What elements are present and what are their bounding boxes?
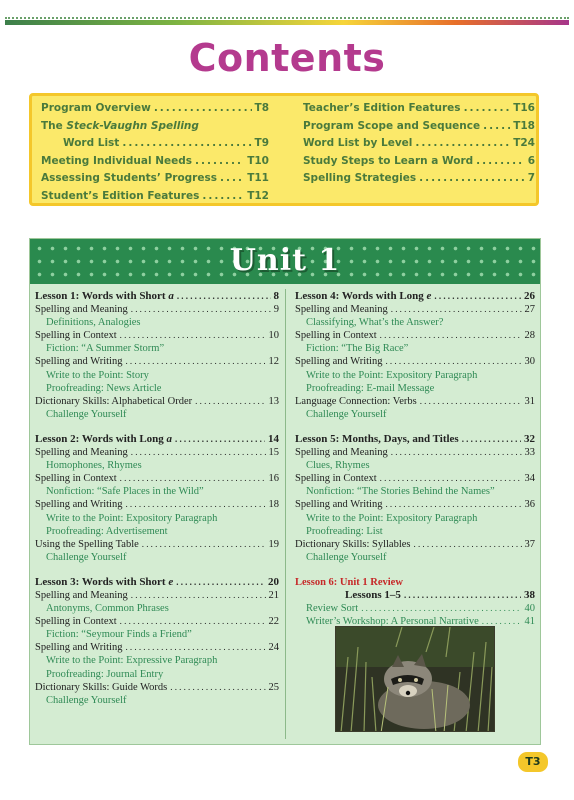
toc-entry[interactable]	[41, 155, 269, 173]
lesson-section-label: Spelling and Meaning	[295, 447, 388, 459]
toc-entry[interactable]	[41, 120, 269, 138]
raccoon-photo	[335, 626, 495, 732]
dot-leader	[122, 137, 251, 149]
dot-leader	[462, 433, 521, 446]
lesson-heading-label	[35, 433, 172, 446]
dot-leader	[131, 446, 266, 459]
lesson-heading-label	[295, 290, 431, 303]
lesson-heading-letter: e	[168, 575, 174, 588]
lesson-heading	[35, 576, 279, 589]
toc-entry-label: Word List by Level	[303, 137, 413, 149]
top-dotted-rule	[5, 17, 569, 19]
lesson-heading	[35, 433, 279, 446]
lesson-heading-label	[35, 290, 174, 303]
lesson-heading-text: Lesson 3: Words with Short	[35, 575, 169, 588]
lesson-section-page: 13	[268, 395, 279, 407]
lesson-section-page: 37	[524, 538, 535, 550]
lesson-section-label: Spelling and Writing	[35, 499, 123, 511]
lesson-section-label: Spelling and Writing	[35, 356, 123, 368]
lesson-subtopic: Proofreading: News Article	[46, 382, 162, 394]
lesson-section-page: 15	[268, 447, 279, 459]
lesson-section-page: 28	[524, 330, 535, 342]
lesson-heading-label	[35, 576, 173, 589]
dot-leader	[120, 329, 266, 342]
dot-leader	[120, 472, 266, 485]
lesson-heading	[35, 290, 279, 303]
dot-leader	[380, 472, 522, 485]
lesson-section-page: 27	[524, 304, 535, 316]
toc-entry-label: Teacher’s Edition Features	[303, 102, 461, 114]
dot-leader	[175, 433, 265, 446]
lesson-section-page: 21	[268, 589, 279, 601]
lesson-section-page: 36	[524, 499, 535, 511]
dot-leader	[131, 303, 271, 316]
lesson-section	[295, 538, 535, 551]
unit-title: Unit 1	[229, 243, 341, 278]
lesson-section	[35, 472, 279, 485]
dot-leader	[483, 120, 510, 132]
lesson-section	[35, 615, 279, 628]
toc-entry-page: T18	[513, 119, 535, 132]
dot-leader	[131, 589, 266, 602]
lesson-section	[35, 641, 279, 654]
lesson-heading-letter: e	[426, 290, 432, 302]
lesson-subtopic: Proofreading: Advertisement	[46, 525, 168, 537]
lesson-section	[295, 395, 535, 408]
lesson-section	[35, 498, 279, 511]
dot-leader	[170, 681, 265, 694]
lesson-heading-label	[295, 433, 459, 446]
lesson-section	[35, 681, 279, 694]
lesson-page: 8	[273, 290, 279, 302]
lesson-page: 26	[524, 290, 535, 302]
lesson-section-label: Spelling in Context	[35, 473, 117, 485]
lesson-subtopic: Challenge Yourself	[46, 408, 127, 420]
lesson-page: 32	[524, 432, 535, 445]
toc-entry[interactable]	[41, 137, 269, 155]
lesson-subtopic: Write to the Point: Expressive Paragraph	[46, 655, 218, 667]
lesson-section-page: 16	[268, 473, 279, 485]
lesson-heading	[295, 290, 535, 303]
toc-entry-label: Meeting Individual Needs	[41, 154, 193, 167]
dot-leader	[420, 395, 522, 408]
review-lessons-range	[295, 589, 535, 602]
dot-leader	[464, 102, 511, 114]
review-lesson-heading: Lesson 6: Unit 1 Review	[295, 576, 403, 588]
toc-entry-page: T9	[254, 137, 269, 149]
lesson-section-page: 19	[268, 538, 279, 550]
lesson-section-label: Using the Spelling Table	[35, 538, 139, 550]
lesson-section-page: 12	[268, 356, 279, 368]
lesson-subtopic: Fiction: “The Big Race”	[306, 343, 409, 355]
lesson-subtopic: Nonfiction: “Safe Places in the Wild”	[46, 486, 204, 498]
lesson-section-label: Spelling and Meaning	[35, 589, 128, 601]
toc-entry-label: Assessing Students’ Progress	[41, 172, 217, 184]
dot-leader	[195, 395, 265, 408]
lesson-section-page: 34	[524, 473, 535, 485]
toc-entry-label	[41, 120, 199, 132]
lesson-section-page: 30	[524, 356, 535, 368]
review-subtopic-page: 41	[524, 616, 535, 628]
dot-leader	[391, 446, 522, 459]
toc-entry[interactable]	[303, 155, 535, 173]
lesson-section	[35, 355, 279, 368]
lesson-section-label: Spelling and Writing	[35, 642, 123, 654]
dot-leader	[361, 602, 521, 615]
dot-leader	[142, 538, 266, 551]
lesson-section-label: Spelling in Context	[35, 616, 117, 628]
toc-entry-page: T8	[254, 102, 269, 114]
lesson-subtopic: Challenge Yourself	[306, 551, 387, 563]
toc-entry[interactable]	[41, 190, 269, 208]
lesson-subtopic: Nonfiction: “The Stories Behind the Names”	[306, 486, 495, 498]
dot-leader	[125, 355, 265, 368]
dot-leader	[476, 155, 525, 167]
lesson-section	[35, 303, 279, 316]
toc-entry-label: Student’s Edition Features	[41, 189, 200, 202]
toc-entry[interactable]	[41, 172, 269, 190]
lesson-heading-text: Lesson 1: Words with Short	[35, 290, 169, 302]
front-matter-toc	[29, 93, 539, 206]
lesson-section-label: Dictionary Skills: Guide Words	[35, 681, 168, 693]
unit-panel	[29, 238, 541, 745]
toc-entry[interactable]	[41, 102, 269, 120]
lesson-page: 20	[268, 575, 279, 588]
toc-entry-page: T16	[513, 102, 535, 114]
unit-banner	[30, 239, 540, 284]
lesson-subtopic: Write to the Point: Story	[46, 369, 149, 381]
dot-leader	[176, 576, 265, 589]
toc-entry-label: Program Overview	[41, 102, 151, 114]
toc-entry-label: Program Scope and Sequence	[303, 119, 481, 132]
dot-leader	[434, 290, 521, 303]
lesson-section-page: 25	[268, 681, 279, 693]
dot-leader	[415, 137, 510, 149]
review-subtopic-label: Review Sort	[306, 603, 359, 615]
toc-entry-page: T10	[247, 154, 269, 167]
lesson-subtopic: Challenge Yourself	[306, 408, 387, 420]
lesson-heading-text: Lesson 4: Words with Long	[295, 290, 427, 302]
lesson-section	[35, 329, 279, 342]
toc-entry-page: 6	[527, 154, 535, 167]
lesson-subtopic: Clues, Rhymes	[306, 460, 370, 472]
lesson-subtopic: Fiction: “Seymour Finds a Friend”	[46, 629, 192, 641]
toc-right-column	[303, 102, 535, 190]
lesson-heading-text: Lesson 2: Words with Long	[35, 432, 167, 445]
toc-entry-page: 7	[527, 172, 535, 184]
lesson-section	[35, 538, 279, 551]
review-lessons-page: 38	[524, 588, 535, 601]
column-divider	[285, 289, 286, 739]
lesson-subtopic: Proofreading: E-mail Message	[306, 382, 435, 394]
lesson-section	[35, 446, 279, 459]
lesson-section-label: Spelling and Writing	[295, 356, 383, 368]
lesson-section	[295, 446, 535, 459]
lesson-section-label: Dictionary Skills: Alphabetical Order	[35, 395, 193, 407]
review-subtopic-label: Writer’s Workshop: A Personal Narrative	[306, 616, 479, 628]
toc-entry-label-italic: Steck-Vaughn Spelling	[66, 119, 199, 132]
review-subtopic-page: 40	[524, 603, 535, 615]
lesson-subtopic: Antonyms, Common Phrases	[46, 603, 169, 615]
lesson-section	[295, 355, 535, 368]
lesson-subtopic: Proofreading: List	[306, 525, 383, 537]
dot-leader	[380, 329, 522, 342]
lesson-section-label: Spelling in Context	[295, 330, 377, 342]
lesson-section-label: Spelling and Writing	[295, 499, 383, 511]
lesson-subtopic: Fiction: “A Summer Storm”	[46, 343, 165, 355]
toc-entry-label: Word List	[63, 137, 120, 149]
lesson-subtopic: Write to the Point: Expository Paragraph	[306, 369, 478, 381]
toc-entry-label: Spelling Strategies	[303, 172, 417, 184]
unit-left-column	[35, 290, 279, 707]
lesson-heading	[295, 433, 535, 446]
lesson-section	[295, 303, 535, 316]
unit-right-column	[295, 290, 535, 628]
lesson-section-page: 10	[268, 330, 279, 342]
lesson-section-label: Spelling and Meaning	[35, 304, 128, 316]
dot-leader	[419, 172, 525, 184]
lesson-subtopic: Classifying, What’s the Answer?	[306, 317, 444, 329]
toc-entry[interactable]	[303, 172, 535, 190]
lesson-section-label: Language Connection: Verbs	[295, 395, 417, 407]
lesson-section	[35, 589, 279, 602]
dot-leader	[125, 498, 265, 511]
dot-leader	[414, 538, 522, 551]
dot-leader	[125, 641, 265, 654]
review-subtopic	[295, 602, 535, 615]
dot-leader	[195, 155, 244, 167]
toc-entry-page: T24	[513, 137, 535, 149]
dot-leader	[385, 355, 521, 368]
lesson-heading-letter: a	[168, 290, 174, 302]
lesson-section-label: Spelling in Context	[35, 330, 117, 342]
page-number-badge: T3	[518, 752, 548, 772]
dot-leader	[177, 290, 271, 303]
lesson-subtopic: Challenge Yourself	[46, 694, 127, 706]
lesson-subtopic: Definitions, Analogies	[46, 317, 141, 329]
lesson-section	[35, 395, 279, 408]
top-color-bar	[5, 20, 569, 25]
lesson-heading-letter: a	[166, 432, 173, 445]
lesson-section-page: 9	[273, 304, 279, 316]
lesson-subtopic: Write to the Point: Expository Paragraph	[306, 512, 478, 524]
toc-entry[interactable]	[303, 137, 535, 155]
toc-entry-page: T11	[247, 172, 269, 184]
lesson-section	[295, 329, 535, 342]
lesson-section-page: 33	[524, 447, 535, 459]
lesson-section-label: Dictionary Skills: Syllables	[295, 538, 411, 550]
lesson-subtopic: Homophones, Rhymes	[46, 460, 142, 472]
dot-leader	[220, 172, 244, 184]
dot-leader	[391, 303, 522, 316]
lesson-subtopic: Proofreading: Journal Entry	[46, 668, 164, 680]
toc-entry[interactable]	[303, 102, 535, 120]
lesson-subtopic: Challenge Yourself	[46, 551, 127, 563]
review-lessons-label: Lessons 1–5	[345, 588, 401, 601]
lesson-section	[295, 498, 535, 511]
toc-entry[interactable]	[303, 120, 535, 138]
toc-entry-label: Study Steps to Learn a Word	[303, 154, 474, 167]
lesson-section-label: Spelling and Meaning	[35, 447, 128, 459]
lesson-section-page: 31	[524, 395, 535, 407]
lesson-section-label: Spelling and Meaning	[295, 304, 388, 316]
page-title: Contents	[188, 36, 386, 80]
dot-leader	[120, 615, 266, 628]
lesson-page: 14	[268, 432, 279, 445]
dot-leader	[385, 498, 521, 511]
toc-entry-page: T12	[247, 189, 269, 202]
lesson-section	[295, 472, 535, 485]
lesson-section-page: 24	[268, 642, 279, 654]
dot-leader	[202, 190, 244, 202]
toc-left-column	[41, 102, 269, 207]
dot-leader	[404, 589, 521, 602]
toc-entry-label-pre: The	[41, 119, 67, 132]
lesson-section-page: 22	[268, 616, 279, 628]
dot-leader	[154, 102, 252, 114]
lesson-section-label: Spelling in Context	[295, 473, 377, 485]
lesson-section-page: 18	[268, 499, 279, 511]
lesson-heading-text: Lesson 5: Months, Days, and Titles	[295, 432, 459, 445]
lesson-subtopic: Write to the Point: Expository Paragraph	[46, 512, 218, 524]
